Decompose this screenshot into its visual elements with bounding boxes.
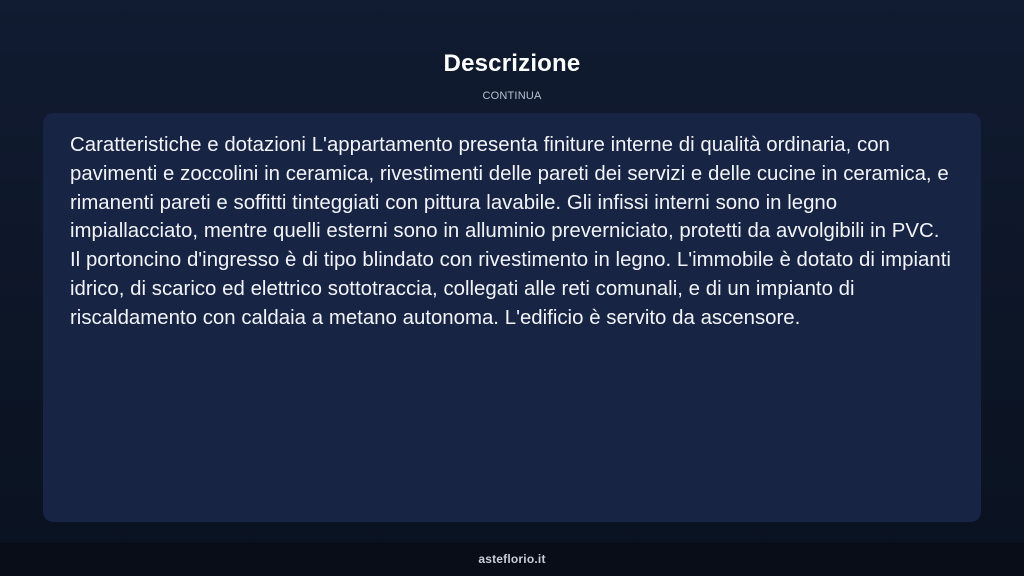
- description-text: Caratteristiche e dotazioni L'appartamento presenta finiture interne di qualità ordinaria, con pavimenti e zoccolini in ceramica, rivestimenti delle pareti dei servizi e delle cucine in ceramica, e rimanenti pareti e soffitti tinteggiati con pittura lavabile. Gli infissi interni sono in legno impiallacciato, mentre quelli esterni sono in alluminio preverniciato, protetti da avvolgibili in PVC. Il portoncino d'ingresso è di tipo blindato con rivestimento in legno. L'immobile è dotato di impianti idrico, di scarico ed elettrico sottotraccia, collegati alle reti comunali, e di un impianto di riscaldamento con caldaia a metano autonoma. L'edificio è servito da ascensore.: [70, 134, 951, 329]
- description-card: [43, 113, 981, 522]
- footer-bar: [0, 543, 1024, 576]
- page-header: [0, 0, 1024, 112]
- page-title: Descrizione: [443, 50, 581, 77]
- continuation-label: CONTINUA: [482, 90, 542, 102]
- footer-brand: asteflorio.it: [478, 552, 546, 566]
